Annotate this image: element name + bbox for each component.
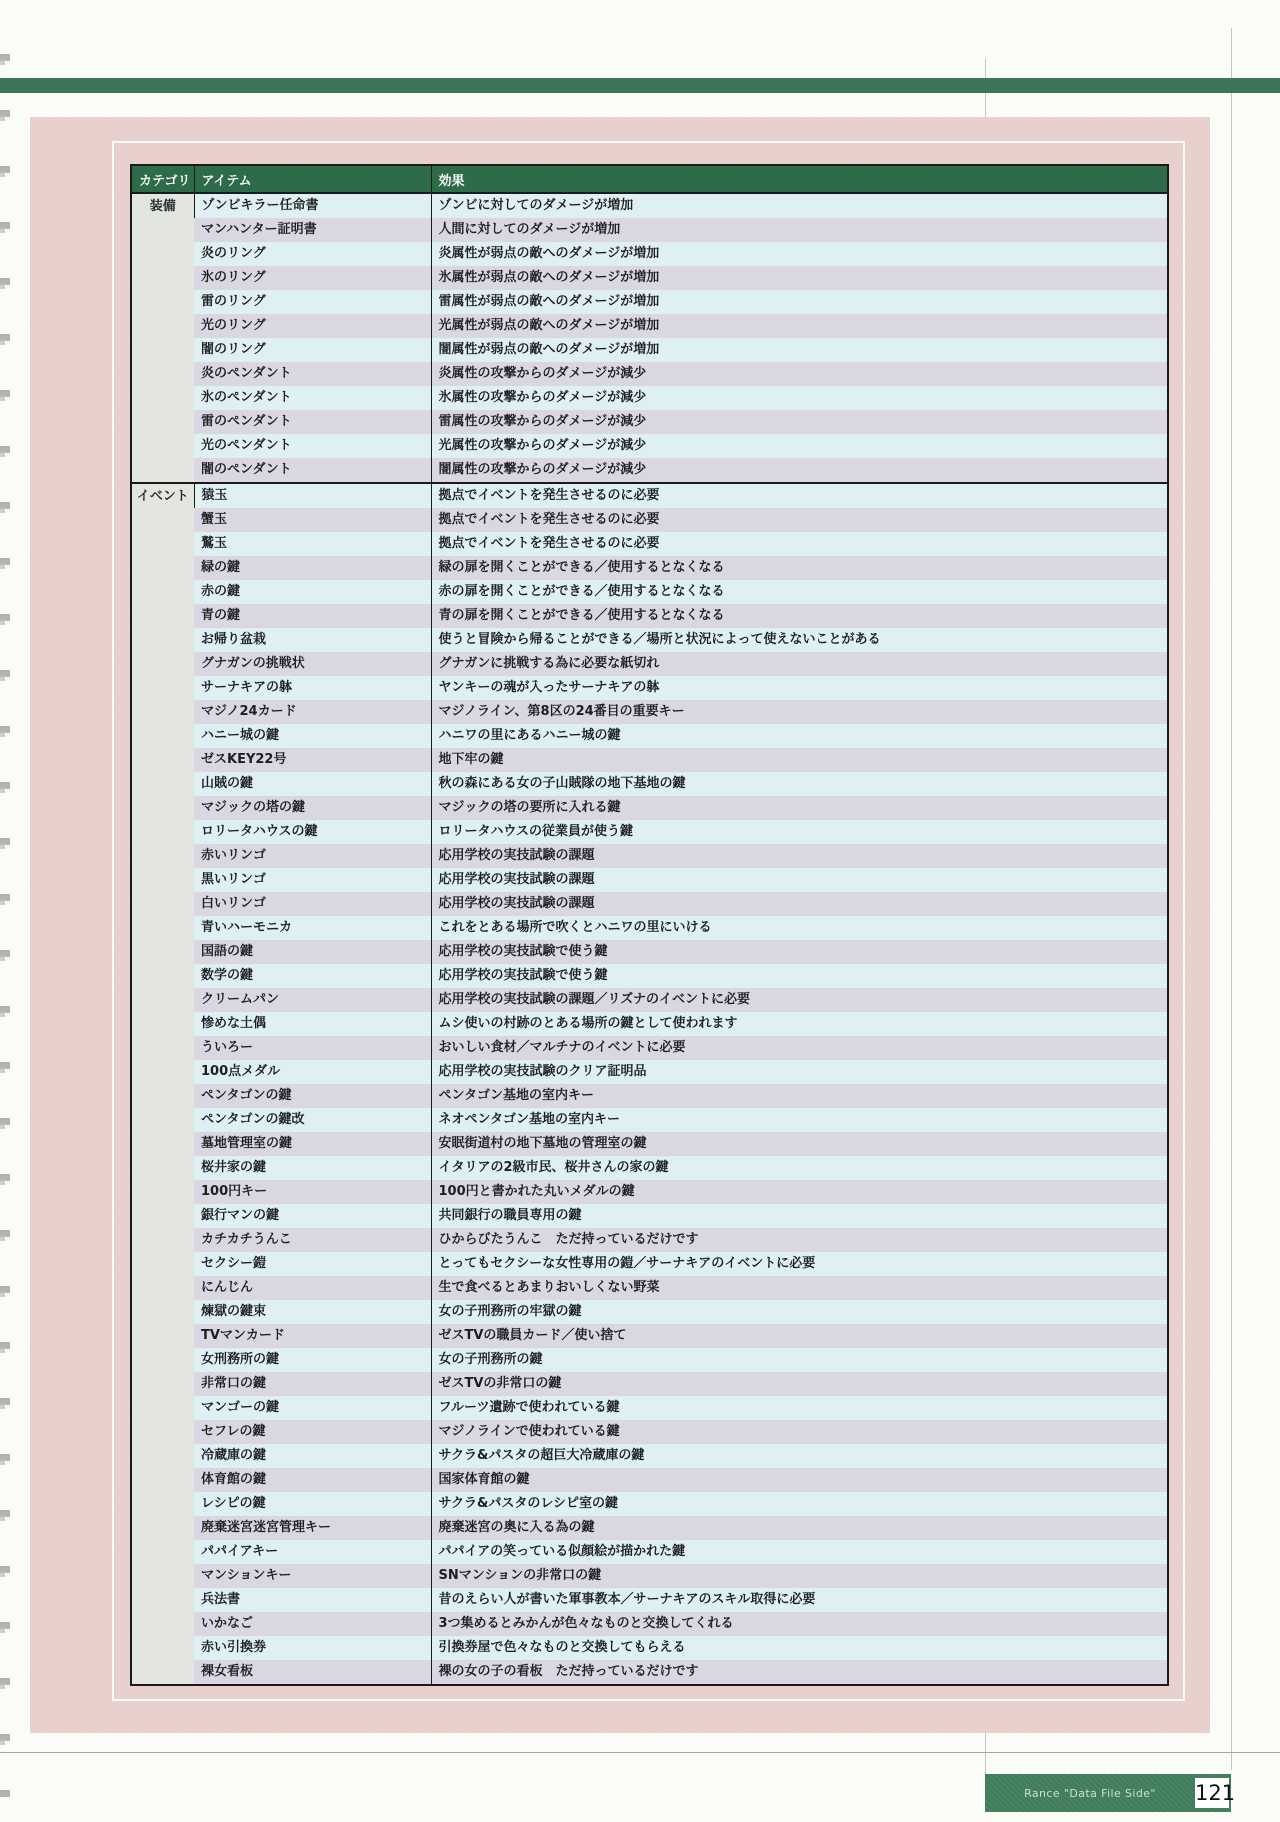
column-header-category: カテゴリ [131,165,194,193]
effect-cell: 光属性の攻撃からのダメージが減少 [431,434,1168,458]
effect-cell: 引換券屋で色々なものと交換してもらえる [431,1636,1168,1660]
item-cell: マジックの塔の鍵 [194,796,431,820]
effect-cell: 共同銀行の職員専用の鍵 [431,1204,1168,1228]
effect-cell: ハニワの里にあるハニー城の鍵 [431,724,1168,748]
footer-title: Rance "Data File Side" [1024,1786,1156,1800]
table-row [131,386,1168,410]
item-table-container [130,164,1169,1686]
category-cell: 装備 [131,193,194,483]
table-row [131,820,1168,844]
header-row [131,165,1168,193]
table-row [131,314,1168,338]
top-accent-bar [0,78,1280,93]
item-cell: 墓地管理室の鍵 [194,1132,431,1156]
item-cell: 山賊の鍵 [194,772,431,796]
table-row [131,290,1168,314]
item-cell: 兵法書 [194,1588,431,1612]
item-cell: 体育館の鍵 [194,1468,431,1492]
effect-cell: 女の子刑務所の鍵 [431,1348,1168,1372]
effect-cell: イタリアの2級市民、桜井さんの家の鍵 [431,1156,1168,1180]
item-cell: セフレの鍵 [194,1420,431,1444]
item-cell: ペンタゴンの鍵 [194,1084,431,1108]
item-cell: カチカチうんこ [194,1228,431,1252]
effect-cell: 人間に対してのダメージが増加 [431,218,1168,242]
table-row [131,580,1168,604]
effect-cell: サクラ&パスタの超巨大冷蔵庫の鍵 [431,1444,1168,1468]
item-table [130,164,1169,1686]
item-cell: 赤い引換券 [194,1636,431,1660]
effect-cell: 生で食べるとあまりおいしくない野菜 [431,1276,1168,1300]
table-row [131,1060,1168,1084]
effect-cell: 秋の森にある女の子山賊隊の地下基地の鍵 [431,772,1168,796]
item-cell: ロリータハウスの鍵 [194,820,431,844]
table-row [131,1180,1168,1204]
effect-cell: 女の子刑務所の牢獄の鍵 [431,1300,1168,1324]
item-cell: セクシー鎧 [194,1252,431,1276]
effect-cell: 炎属性の攻撃からのダメージが減少 [431,362,1168,386]
item-cell: マンゴーの鍵 [194,1396,431,1420]
table-row [131,1276,1168,1300]
table-row [131,218,1168,242]
effect-cell: マジックの塔の要所に入れる鍵 [431,796,1168,820]
effect-cell: 応用学校の実技試験のクリア証明品 [431,1060,1168,1084]
table-row [131,1204,1168,1228]
effect-cell: 雷属性が弱点の敵へのダメージが増加 [431,290,1168,314]
effect-cell: 拠点でイベントを発生させるのに必要 [431,532,1168,556]
effect-cell: 緑の扉を開くことができる／使用するとなくなる [431,556,1168,580]
table-row [131,338,1168,362]
table-row [131,1468,1168,1492]
item-cell: 雷のペンダント [194,410,431,434]
table-row [131,1588,1168,1612]
item-cell: クリームパン [194,988,431,1012]
item-cell: 光のリング [194,314,431,338]
table-row [131,844,1168,868]
table-row [131,1636,1168,1660]
effect-cell: 安眠街道村の地下墓地の管理室の鍵 [431,1132,1168,1156]
item-cell: 青の鍵 [194,604,431,628]
margin-rule-line-right [1231,28,1232,1770]
effect-cell: 青の扉を開くことができる／使用するとなくなる [431,604,1168,628]
item-cell: 裸女看板 [194,1660,431,1685]
effect-cell: 応用学校の実技試験の課題／リズナのイベントに必要 [431,988,1168,1012]
item-cell: TVマンカード [194,1324,431,1348]
table-row [131,700,1168,724]
table-row [131,940,1168,964]
effect-cell: 氷属性の攻撃からのダメージが減少 [431,386,1168,410]
item-cell: いかなご [194,1612,431,1636]
table-row [131,434,1168,458]
item-cell: 冷蔵庫の鍵 [194,1444,431,1468]
item-cell: ういろー [194,1036,431,1060]
effect-cell: ペンタゴン基地の室内キー [431,1084,1168,1108]
table-row [131,988,1168,1012]
effect-cell: ゼスTVの非常口の鍵 [431,1372,1168,1396]
effect-cell: 3つ集めるとみかんが色々なものと交換してくれる [431,1612,1168,1636]
page-number: 121 [1195,1778,1229,1808]
effect-cell: 地下牢の鍵 [431,748,1168,772]
item-cell: マンハンター証明書 [194,218,431,242]
table-row [131,772,1168,796]
item-cell: 闇のペンダント [194,458,431,483]
effect-cell: 赤の扉を開くことができる／使用するとなくなる [431,580,1168,604]
table-row [131,916,1168,940]
effect-cell: サクラ&パスタのレシピ室の鍵 [431,1492,1168,1516]
table-row [131,1348,1168,1372]
item-cell: 猿玉 [194,483,431,508]
item-cell: 赤いリンゴ [194,844,431,868]
effect-cell: 応用学校の実技試験の課題 [431,892,1168,916]
effect-cell: パパイアの笑っている似顔絵が描かれた鍵 [431,1540,1168,1564]
table-row [131,1492,1168,1516]
effect-cell: 応用学校の実技試験の課題 [431,844,1168,868]
column-header-item: アイテム [194,165,431,193]
table-row [131,1444,1168,1468]
effect-cell: 裸の女の子の看板 ただ持っているだけです [431,1660,1168,1685]
effect-cell: 炎属性が弱点の敵へのダメージが増加 [431,242,1168,266]
table-row [131,193,1168,218]
table-row [131,1372,1168,1396]
table-row [131,1300,1168,1324]
item-cell: お帰り盆栽 [194,628,431,652]
table-row [131,1156,1168,1180]
table-row [131,242,1168,266]
effect-cell: SNマンションの非常口の鍵 [431,1564,1168,1588]
item-cell: 雷のリング [194,290,431,314]
table-row [131,532,1168,556]
item-cell: 100円キー [194,1180,431,1204]
effect-cell: 氷属性が弱点の敵へのダメージが増加 [431,266,1168,290]
item-cell: 緑の鍵 [194,556,431,580]
effect-cell: これをとある場所で吹くとハニワの里にいける [431,916,1168,940]
item-cell: マンションキー [194,1564,431,1588]
item-cell: ペンタゴンの鍵改 [194,1108,431,1132]
item-cell: 氷のリング [194,266,431,290]
effect-cell: 国家体育館の鍵 [431,1468,1168,1492]
item-cell: グナガンの挑戦状 [194,652,431,676]
effect-cell: 拠点でイベントを発生させるのに必要 [431,508,1168,532]
item-cell: 惨めな土偶 [194,1012,431,1036]
effect-cell: ヤンキーの魂が入ったサーナキアの躰 [431,676,1168,700]
table-row [131,1324,1168,1348]
table-row [131,508,1168,532]
item-cell: 白いリンゴ [194,892,431,916]
table-row [131,796,1168,820]
effect-cell: ロリータハウスの従業員が使う鍵 [431,820,1168,844]
item-cell: 廃棄迷宮迷宮管理キー [194,1516,431,1540]
footer-bar [985,1774,1236,1812]
item-cell: 赤の鍵 [194,580,431,604]
effect-cell: 廃棄迷宮の奥に入る為の鍵 [431,1516,1168,1540]
table-row [131,1564,1168,1588]
table-row [131,1396,1168,1420]
item-cell: 黒いリンゴ [194,868,431,892]
effect-cell: 光属性が弱点の敵へのダメージが増加 [431,314,1168,338]
effect-cell: 雷属性の攻撃からのダメージが減少 [431,410,1168,434]
table-row [131,1660,1168,1685]
table-row [131,1516,1168,1540]
table-row [131,748,1168,772]
effect-cell: おいしい食材／マルチナのイベントに必要 [431,1036,1168,1060]
effect-cell: ゾンビに対してのダメージが増加 [431,193,1168,218]
footer-rule-line [0,1752,1280,1753]
item-cell: 闇のリング [194,338,431,362]
item-cell: にんじん [194,1276,431,1300]
table-row [131,724,1168,748]
table-row [131,1132,1168,1156]
table-row [131,410,1168,434]
table-row [131,1228,1168,1252]
table-row [131,628,1168,652]
item-cell: 数学の鍵 [194,964,431,988]
item-cell: パパイアキー [194,1540,431,1564]
item-cell: 青いハーモニカ [194,916,431,940]
table-row [131,1252,1168,1276]
table-row [131,964,1168,988]
item-cell: サーナキアの躰 [194,676,431,700]
effect-cell: フルーツ遺跡で使われている鍵 [431,1396,1168,1420]
item-cell: 桜井家の鍵 [194,1156,431,1180]
effect-cell: 応用学校の実技試験で使う鍵 [431,940,1168,964]
effect-cell: ネオペンタゴン基地の室内キー [431,1108,1168,1132]
table-row [131,1420,1168,1444]
table-body [131,193,1168,1685]
effect-cell: 闇属性の攻撃からのダメージが減少 [431,458,1168,483]
item-cell: ハニー城の鍵 [194,724,431,748]
item-cell: 炎のリング [194,242,431,266]
item-cell: ゾンビキラー任命書 [194,193,431,218]
item-cell: 女刑務所の鍵 [194,1348,431,1372]
effect-cell: 拠点でイベントを発生させるのに必要 [431,483,1168,508]
item-cell: 銀行マンの鍵 [194,1204,431,1228]
column-header-effect: 効果 [431,165,1168,193]
effect-cell: ムシ使いの村跡のとある場所の鍵として使われます [431,1012,1168,1036]
item-cell: 氷のペンダント [194,386,431,410]
effect-cell: 闇属性が弱点の敵へのダメージが増加 [431,338,1168,362]
item-cell: 蟹玉 [194,508,431,532]
table-row [131,1084,1168,1108]
item-cell: ゼスKEY22号 [194,748,431,772]
category-cell: イベント [131,483,194,1685]
item-cell: 炎のペンダント [194,362,431,386]
item-cell: 光のペンダント [194,434,431,458]
item-cell: 100点メダル [194,1060,431,1084]
item-cell: 国語の鍵 [194,940,431,964]
table-row [131,556,1168,580]
table-row [131,1108,1168,1132]
item-cell: 非常口の鍵 [194,1372,431,1396]
table-row [131,483,1168,508]
table-row [131,266,1168,290]
table-row [131,1036,1168,1060]
effect-cell: とってもセクシーな女性専用の鎧／サーナキアのイベントに必要 [431,1252,1168,1276]
item-cell: レシピの鍵 [194,1492,431,1516]
spiral-binding-edge-detail [0,36,5,1796]
table-row [131,362,1168,386]
table-row [131,892,1168,916]
effect-cell: 使うと冒険から帰ることができる／場所と状況によって使えないことがある [431,628,1168,652]
table-row [131,1612,1168,1636]
effect-cell: マジノライン、第8区の24番目の重要キー [431,700,1168,724]
effect-cell: マジノラインで使われている鍵 [431,1420,1168,1444]
effect-cell: グナガンに挑戦する為に必要な紙切れ [431,652,1168,676]
effect-cell: 応用学校の実技試験で使う鍵 [431,964,1168,988]
table-row [131,1012,1168,1036]
item-cell: 煉獄の鍵束 [194,1300,431,1324]
table-row [131,604,1168,628]
table-row [131,458,1168,483]
table-row [131,868,1168,892]
effect-cell: 応用学校の実技試験の課題 [431,868,1168,892]
effect-cell: ひからびたうんこ ただ持っているだけです [431,1228,1168,1252]
effect-cell: 100円と書かれた丸いメダルの鍵 [431,1180,1168,1204]
effect-cell: 昔のえらい人が書いた軍事教本／サーナキアのスキル取得に必要 [431,1588,1168,1612]
item-cell: 鷲玉 [194,532,431,556]
table-row [131,652,1168,676]
table-row [131,1540,1168,1564]
table-row [131,676,1168,700]
effect-cell: ゼスTVの職員カード／使い捨て [431,1324,1168,1348]
item-cell: マジノ24カード [194,700,431,724]
